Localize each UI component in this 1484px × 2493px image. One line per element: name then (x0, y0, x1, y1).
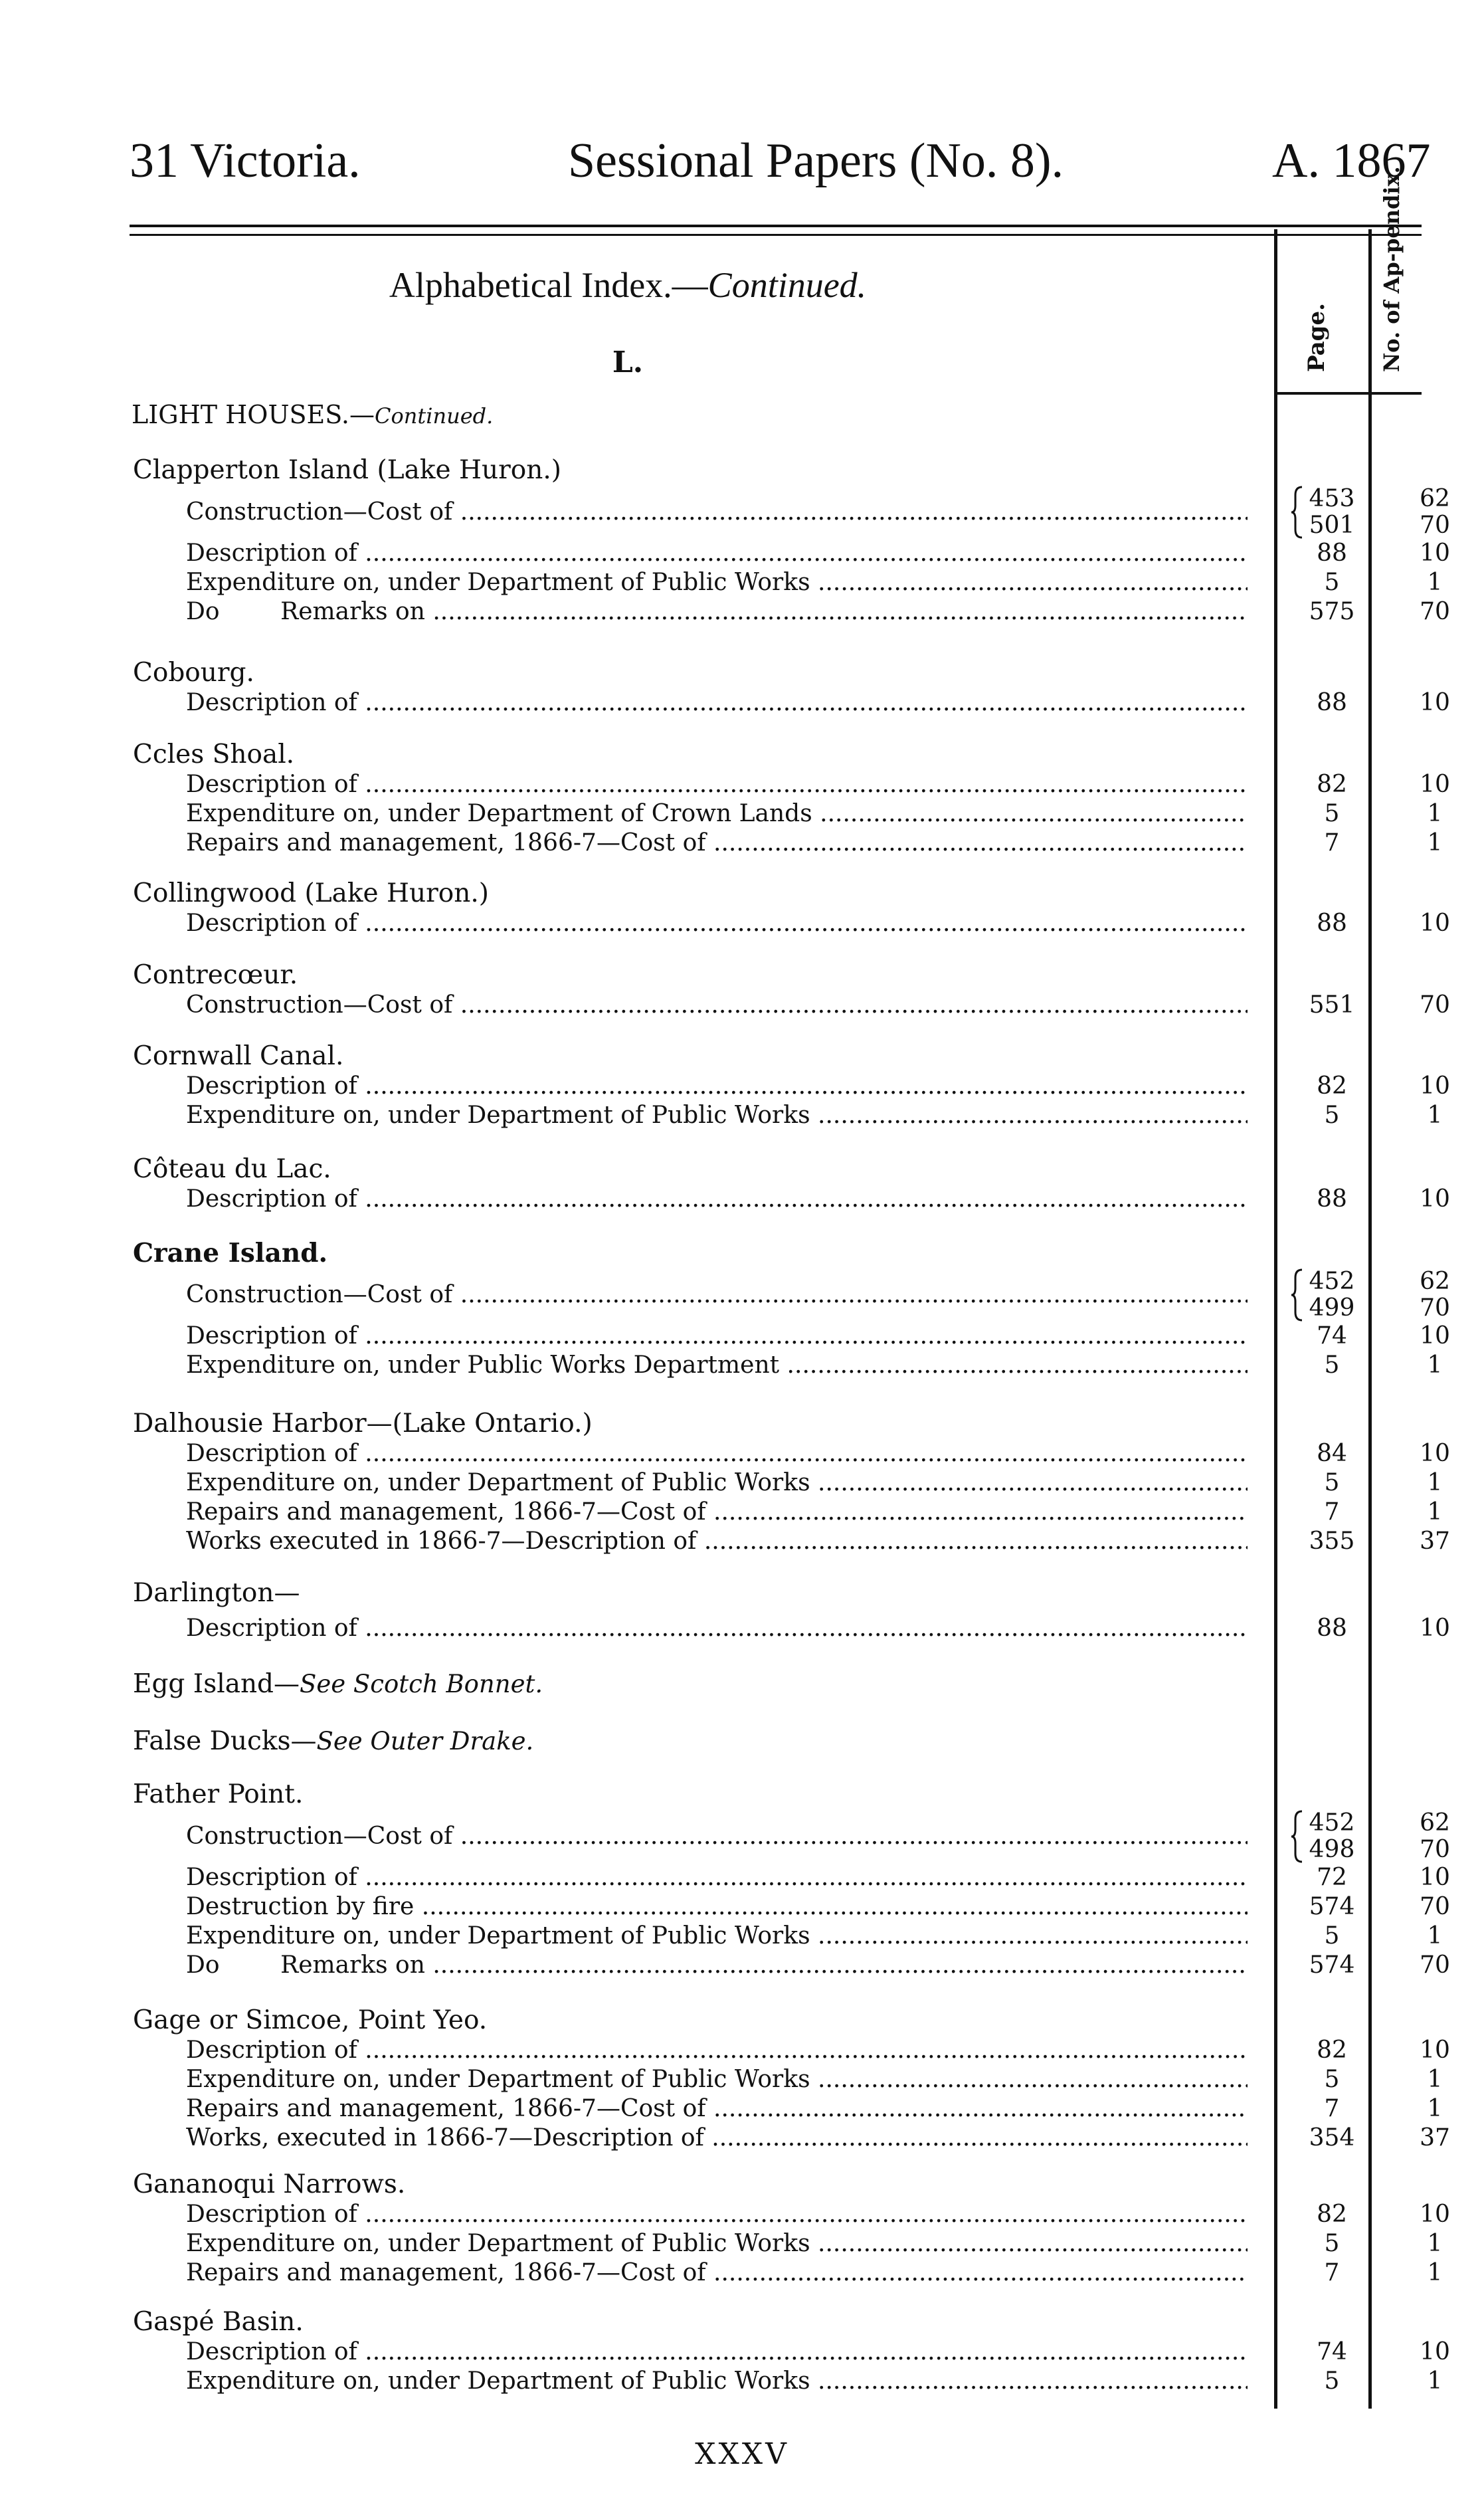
row-label: Expenditure on, under Department of Public Works ..... (186, 2229, 1248, 2258)
row-page: 575 (1309, 598, 1355, 625)
group-title: Contrecœur. (133, 960, 298, 990)
row-label: Description of ..... (186, 2338, 1248, 2367)
row-page: 88 (1317, 1615, 1347, 1642)
row-label: Description of ..... (186, 2036, 1248, 2065)
row-page: 498 (1309, 1836, 1355, 1863)
row-page: 501 (1309, 512, 1355, 539)
row-appendix: 10 (1420, 1615, 1450, 1642)
row-page: 354 (1309, 2124, 1355, 2151)
row-appendix: 70 (1420, 1294, 1450, 1322)
index-row (133, 1498, 1481, 1527)
index-row (133, 1322, 1481, 1351)
index-row (133, 1101, 1481, 1130)
index-row (133, 1951, 1481, 1980)
index-row (133, 1268, 1481, 1322)
index-row (133, 568, 1481, 597)
row-appendix: 10 (1420, 910, 1450, 937)
row-appendix: 1 (1427, 1922, 1443, 1949)
row-label: Description of ..... (186, 1322, 1248, 1351)
row-appendix: 70 (1420, 991, 1450, 1019)
row-page: 499 (1309, 1294, 1355, 1322)
index-group (133, 740, 1481, 858)
row-label: Construction—Cost of ..... (186, 991, 1248, 1020)
group-title: Cobourg. (133, 658, 254, 688)
row-page: 453 (1309, 485, 1355, 512)
index-group (133, 1041, 1481, 1130)
index-row (133, 2229, 1481, 2258)
index-group (133, 878, 1481, 938)
row-appendix: 1 (1427, 569, 1443, 596)
row-appendix: 70 (1420, 1893, 1450, 1920)
row-page: 88 (1317, 540, 1347, 567)
row-label: Expenditure on, under Department of Public Works ..... (186, 2065, 1248, 2094)
group-title: Cornwall Canal. (133, 1041, 344, 1071)
row-label: Description of ..... (186, 1072, 1248, 1101)
index-group (133, 455, 1481, 627)
row-appendix: 1 (1427, 2095, 1443, 2122)
row-appendix: 10 (1420, 689, 1450, 716)
appendix-column-header: No. of Ap-pendix. (1379, 166, 1404, 372)
row-label: Construction—Cost of ..... (186, 498, 1248, 527)
index-row (133, 1439, 1481, 1468)
group-title: Darlington— (133, 1578, 300, 1608)
index-row (133, 688, 1481, 718)
index-group (133, 1238, 1481, 1380)
index-row (133, 1892, 1481, 1922)
row-appendix: 10 (1420, 1864, 1450, 1891)
row-appendix: 62 (1420, 485, 1450, 512)
row-label: Expenditure on, under Department of Crown Lands ..... (186, 799, 1248, 829)
index-group (133, 2005, 1481, 2153)
row-label: Destruction by fire ..... (186, 1892, 1248, 1922)
index-group (133, 1779, 1481, 1980)
index-row (133, 1810, 1481, 1863)
group-title: Clapperton Island (Lake Huron.) (133, 455, 561, 485)
row-label: Description of ..... (186, 688, 1248, 718)
row-appendix: 10 (1420, 1185, 1450, 1213)
index-group (133, 1578, 1481, 1642)
row-appendix: 70 (1420, 1951, 1450, 1979)
index-row (133, 2200, 1481, 2229)
row-appendix: 1 (1427, 829, 1443, 856)
index-title: Alphabetical Index.—Continued. (389, 265, 867, 305)
row-label: Do Remarks on ..... (186, 597, 1248, 627)
index-row (133, 1072, 1481, 1101)
index-group (133, 960, 1481, 1020)
row-appendix: 37 (1420, 2124, 1450, 2151)
index-row (133, 799, 1481, 829)
row-label: Expenditure on, under Department of Public Works ..... (186, 1922, 1248, 1951)
row-appendix: 10 (1420, 2037, 1450, 2064)
group-title: Gananoqui Narrows. (133, 2169, 406, 2199)
row-page: 82 (1317, 2037, 1347, 2064)
index-row (133, 909, 1481, 938)
row-label: Description of ..... (186, 539, 1248, 568)
row-appendix: 10 (1420, 2338, 1450, 2365)
row-page: 74 (1317, 1322, 1347, 1349)
row-page: 82 (1317, 771, 1347, 798)
see-reference: Egg Island—See Scotch Bonnet. (133, 1669, 543, 1699)
page-column-header: Page. (1303, 303, 1330, 372)
row-label: Description of ..... (186, 909, 1248, 938)
see-reference: False Ducks—See Outer Drake. (133, 1726, 534, 1756)
header-rule-top (130, 225, 1422, 227)
index-group (133, 1409, 1481, 1556)
row-page: 72 (1317, 1864, 1347, 1891)
index-row (133, 539, 1481, 568)
row-appendix: 1 (1427, 1469, 1443, 1496)
row-label: Expenditure on, under Department of Public Works ..... (186, 2367, 1248, 2396)
row-appendix: 10 (1420, 771, 1450, 798)
row-appendix: 62 (1420, 1268, 1450, 1295)
row-label: Expenditure on, under Public Works Department ..... (186, 1351, 1248, 1380)
row-appendix: 1 (1427, 800, 1443, 827)
index-row (133, 2338, 1481, 2367)
index-group (133, 1154, 1481, 1214)
row-appendix: 1 (1427, 1498, 1443, 1526)
row-page: 84 (1317, 1440, 1347, 1467)
row-appendix: 1 (1427, 2259, 1443, 2286)
row-page: 74 (1317, 2338, 1347, 2365)
index-row (133, 1527, 1481, 1556)
row-page: 5 (1324, 1922, 1340, 1949)
row-page: 574 (1309, 1893, 1355, 1920)
index-letter: L. (612, 346, 644, 379)
header-right: A. 1867 (1272, 134, 1431, 188)
row-appendix: 1 (1427, 1102, 1443, 1129)
index-group (133, 2307, 1481, 2396)
index-row (133, 770, 1481, 799)
row-label: Construction—Cost of ..... (186, 1280, 1248, 1310)
group-title: Gaspé Basin. (133, 2307, 304, 2337)
row-page: 82 (1317, 1072, 1347, 1100)
row-appendix: 37 (1420, 1528, 1450, 1555)
group-title: Gage or Simcoe, Point Yeo. (133, 2005, 488, 2035)
group-title: Collingwood (Lake Huron.) (133, 878, 489, 908)
row-label: Description of ..... (186, 1185, 1248, 1214)
row-page: 7 (1324, 829, 1340, 856)
index-row (133, 2367, 1481, 2396)
row-page: 5 (1324, 569, 1340, 596)
index-row (133, 991, 1481, 1020)
column-header-rule (1275, 392, 1422, 395)
index-row (133, 2124, 1481, 2153)
row-label: Description of ..... (186, 770, 1248, 799)
row-appendix: 1 (1427, 2367, 1443, 2395)
row-label: Repairs and management, 1866-7—Cost of ..... (186, 2258, 1248, 2288)
row-label: Do Remarks on ..... (186, 1951, 1248, 1980)
row-label: Expenditure on, under Department of Public Works ..... (186, 568, 1248, 597)
index-row (133, 2065, 1481, 2094)
row-label: Repairs and management, 1866-7—Cost of ..... (186, 829, 1248, 858)
row-page: 5 (1324, 800, 1340, 827)
row-label: Description of ..... (186, 1439, 1248, 1468)
index-group (133, 658, 1481, 718)
section-title: LIGHT HOUSES.—Continued. (132, 400, 494, 429)
row-page: 5 (1324, 1351, 1340, 1379)
row-page: 5 (1324, 2230, 1340, 2257)
index-row (133, 1863, 1481, 1892)
group-title: Dalhousie Harbor—(Lake Ontario.) (133, 1409, 593, 1439)
row-page: 7 (1324, 2095, 1340, 2122)
index-row (133, 597, 1481, 627)
row-appendix: 10 (1420, 540, 1450, 567)
index-row (133, 2094, 1481, 2124)
index-row (133, 1185, 1481, 1214)
row-label: Expenditure on, under Department of Public Works ..... (186, 1101, 1248, 1130)
row-page: 5 (1324, 2066, 1340, 2093)
index-row (133, 1351, 1481, 1380)
index-row (133, 2036, 1481, 2065)
row-label: Construction—Cost of ..... (186, 1822, 1248, 1851)
header-left: 31 Victoria. (130, 134, 361, 188)
row-page: 88 (1317, 910, 1347, 937)
row-appendix: 1 (1427, 1351, 1443, 1379)
row-page: 452 (1309, 1809, 1355, 1837)
row-page: 5 (1324, 2367, 1340, 2395)
header-rule-bottom (130, 234, 1422, 236)
row-page: 7 (1324, 2259, 1340, 2286)
row-appendix: 10 (1420, 1072, 1450, 1100)
row-appendix: 70 (1420, 598, 1450, 625)
row-page: 5 (1324, 1102, 1340, 1129)
group-title: Côteau du Lac. (133, 1154, 331, 1184)
row-appendix: 10 (1420, 2201, 1450, 2228)
row-page: 88 (1317, 1185, 1347, 1213)
row-appendix: 1 (1427, 2066, 1443, 2093)
page-number: XXXV (695, 2437, 789, 2471)
index-row (133, 1922, 1481, 1951)
index-group (133, 2169, 1481, 2288)
row-label: Repairs and management, 1866-7—Cost of ..... (186, 2094, 1248, 2124)
row-page: 88 (1317, 689, 1347, 716)
row-appendix: 62 (1420, 1809, 1450, 1837)
row-label: Description of ..... (186, 2200, 1248, 2229)
index-row (133, 1468, 1481, 1498)
row-page: 5 (1324, 1469, 1340, 1496)
row-appendix: 10 (1420, 1322, 1450, 1349)
row-page: 355 (1309, 1528, 1355, 1555)
index-row (133, 2258, 1481, 2288)
index-row (133, 486, 1481, 539)
row-page: 551 (1309, 991, 1355, 1019)
row-appendix: 70 (1420, 1836, 1450, 1863)
row-appendix: 10 (1420, 1440, 1450, 1467)
index-row (133, 829, 1481, 858)
row-label: Works executed in 1866-7—Description of ..... (186, 1527, 1248, 1556)
row-appendix: 1 (1427, 2230, 1443, 2257)
row-page: 7 (1324, 1498, 1340, 1526)
index-row (133, 1614, 1481, 1643)
row-page: 574 (1309, 1951, 1355, 1979)
row-label: Expenditure on, under Department of Public Works ..... (186, 1468, 1248, 1498)
row-appendix: 70 (1420, 512, 1450, 539)
header-center: Sessional Papers (No. 8). (568, 134, 1064, 188)
group-title: Father Point. (133, 1779, 304, 1809)
group-title: Ccles Shoal. (133, 740, 295, 769)
row-label: Works, executed in 1866-7—Description of ..... (186, 2124, 1248, 2153)
row-label: Description of ..... (186, 1863, 1248, 1892)
row-label: Description of ..... (186, 1614, 1248, 1643)
group-title: Crane Island. (133, 1238, 328, 1268)
row-label: Repairs and management, 1866-7—Cost of ..... (186, 1498, 1248, 1527)
row-page: 452 (1309, 1268, 1355, 1295)
row-page: 82 (1317, 2201, 1347, 2228)
